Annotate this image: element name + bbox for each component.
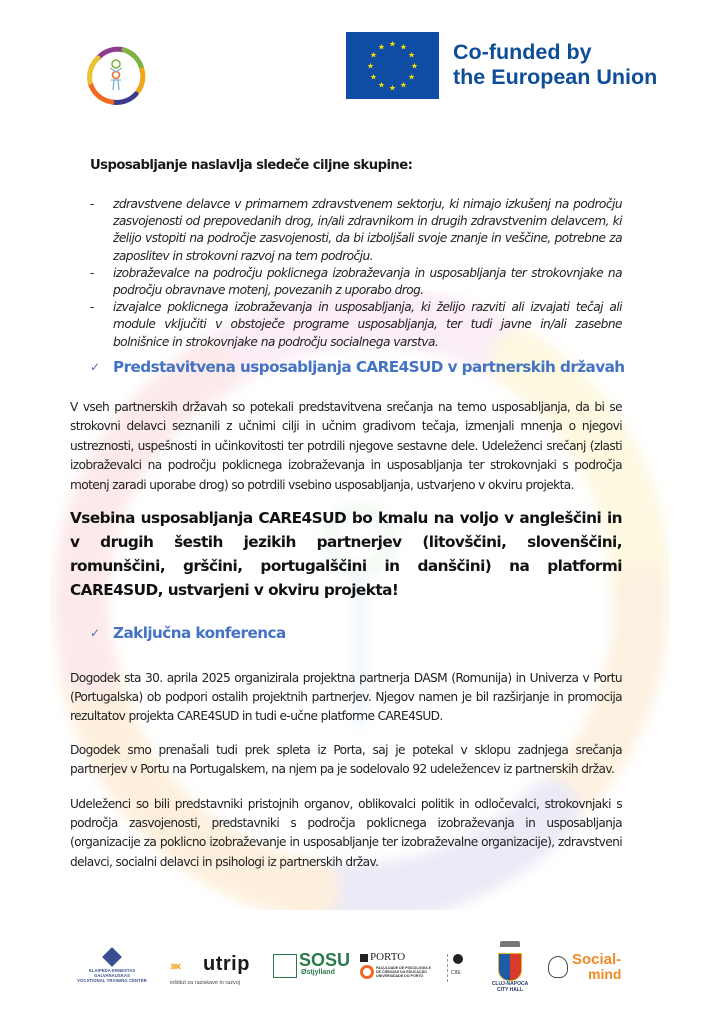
eu-star-icon: ★ — [399, 41, 408, 51]
eu-star-icon: ★ — [410, 61, 419, 70]
list-item — [90, 196, 622, 265]
conference-paragraph-3: Udeleženci so bili predstavniki pristojnih organov, oblikovalci politik in odločevalci, strokovnjaki s področja zasvojenosti, predstavniki s področja poklicnega izobraževanja in usposabljanja (organizacije za poklicno izobraževanje in usposabljanje ter izobraževalne organizacije), zdravstveni delavci, socialni delavci in psihologi iz partnerskih držav. — [70, 797, 622, 869]
eu-star-icon: ★ — [377, 80, 386, 90]
uporto-square-icon — [360, 954, 368, 962]
eu-star-icon: ★ — [366, 61, 375, 70]
klaipeda-logo — [72, 948, 152, 988]
klaipeda-line2: VOCATIONAL TRAINING CENTER — [77, 978, 147, 983]
presentations-paragraph: V vseh partnerskih državah so potekali predstavitvena srečanja na temo usposabljanja, da bi se strokovni delavci seznanili z učnimi cilji in učnim gradivom tečaja, izmenjali mnenja o njegovi ustreznosti, uspešnosti in učinkovitosti ter potrdili njegove sestavne dele. Udeleženci srečanj (zlasti izobraževalci na področju poklicnega izobraževanja in usposabljanja ter strokovnjaki s področja motenj zaradi uporabe drog) so potrdili vsebino usposabljanja, ustvarjeno v okviru projekta. — [70, 400, 622, 492]
sosu-name: SOSU — [299, 950, 351, 970]
target-groups-list — [90, 196, 622, 351]
socialmind-line1: Social- — [572, 951, 622, 968]
eu-star-icon: ★ — [407, 50, 416, 59]
cluj-shield-icon — [498, 953, 522, 981]
eu-star-icon: ★ — [369, 72, 378, 81]
eu-star-icon: ★ — [399, 80, 408, 90]
partner-logos — [70, 938, 640, 998]
uporto-name: PORTO — [370, 951, 406, 963]
care4sud-logo — [84, 44, 148, 108]
list-item — [90, 265, 622, 299]
uporto-subtitle: FACULDADE DE PSICOLOGIA E DE CIÊNCIAS DA EDUCAÇÃO UNIVERSIDADE DO PORTO — [376, 966, 431, 979]
utrip-subtitle: inštitut za raziskave in razvoj — [170, 980, 240, 986]
eu-star-icon: ★ — [407, 72, 416, 81]
cluj-crown-icon — [500, 941, 520, 947]
sosu-square-icon — [273, 954, 297, 978]
utrip-name: utrip — [203, 953, 250, 975]
eu-star-icon: ★ — [388, 39, 397, 48]
list-bullet: - — [90, 265, 94, 280]
target-groups-heading: Usposabljanje naslavlja sledeče ciljne skupine: — [90, 158, 413, 173]
brain-head-icon — [548, 956, 568, 978]
list-item-text: izvajalce poklicnega izobraževanja in usposabljanja, ki želijo razviti ali izvajati tečaj ali module vključiti v obstoječe programe usposabljanja, ter tudi javne in/ali zasebne bolnišnice in strokovnjake na področju socialnega varstva. — [113, 300, 622, 349]
ciie-dot-icon — [453, 954, 463, 964]
cluj-line1: CLUJ-NAPOCA — [491, 981, 529, 987]
eu-star-icon: ★ — [377, 41, 386, 51]
checkmark-icon: ✓ — [90, 360, 100, 374]
list-bullet: - — [90, 197, 94, 211]
eu-flag-icon — [346, 32, 439, 99]
eu-star-icon: ★ — [388, 83, 397, 92]
section-heading-text: Predstavitvena usposabljanja CARE4SUD v partnerskih državah — [113, 358, 625, 376]
conference-paragraph-2: Dogodek smo prenašali tudi prek spleta iz Porta, saj je potekal v sklopu zadnjega srečanja partnerjev v Portu na Portugalskem, na njem pa je sodelovalo 92 udeležencev iz partnerskih držav. — [70, 743, 622, 777]
utrip-logo — [170, 953, 265, 986]
klaipeda-line1: KLAIPEDA ERNESTAS GALVANAUSKAS — [88, 968, 136, 978]
cluj-napoca-logo — [490, 941, 530, 997]
eu-text-line2: the European Union — [453, 65, 658, 89]
list-bullet: - — [90, 300, 94, 315]
checkmark-icon: ✓ — [90, 626, 100, 640]
eu-star-icon: ★ — [369, 50, 378, 59]
socialmind-line2: mind — [588, 966, 622, 982]
socialmind-logo — [548, 951, 638, 988]
sosu-subtitle: Østjylland — [301, 969, 335, 976]
utrip-arrows-icon: ›››‹ — [170, 958, 180, 973]
ciie-logo — [447, 952, 467, 988]
sosu-logo — [273, 950, 353, 986]
klaipeda-emblem-icon — [102, 947, 122, 967]
uporto-logo — [360, 951, 440, 988]
ciie-name: CIIE — [451, 970, 461, 976]
eu-cofunded-logo — [346, 31, 658, 99]
section-heading-conference — [90, 624, 286, 642]
list-item — [90, 299, 622, 351]
list-item-text: zdravstvene delavce v primarnem zdravstvenem sektorju, ki nimajo izkušenj na področju zasvojenosti od prepovedanih drog, in/ali zdravnikom in drugih zdravstvenim delavcem, ki želijo vstopiti na področje zasvojenosti, da bi izboljšali svoje znanje in veščine, potrebne za zaposlitev in strokovni razvoj na tem področju. — [113, 197, 622, 263]
cluj-line2: CITY HALL — [496, 987, 524, 993]
conference-paragraph-1: Dogodek sta 30. aprila 2025 organizirala projektna partnerja DASM (Romunija) in Univerza v Portu (Portugalska) ob podpori ostalih projektnih partnerjev. Njegov namen je bil razširjanje in promocija rezultatov projekta CARE4SUD in tudi e-učne platforme CARE4SUD. — [70, 671, 622, 724]
uporto-ring-icon — [360, 965, 374, 979]
eu-text-line1: Co-funded by — [453, 40, 592, 64]
highlight-paragraph: Vsebina usposabljanja CARE4SUD bo kmalu na voljo v angleščini in v drugih šestih jezikih partnerjev (litovščini, slovenščini, romunščini, grščini, portugalščini in danščini) na platformi CARE4SUD, ustvarjeni v okviru projekta! — [70, 509, 622, 599]
section-heading-presentations — [90, 358, 625, 376]
section-heading-text: Zaključna konferenca — [113, 624, 286, 642]
list-item-text: izobraževalce na področju poklicnega izobraževanja in usposabljanja ter strokovnjake na področju obravnave motenj, povezanih z uporabo drog. — [113, 265, 622, 298]
